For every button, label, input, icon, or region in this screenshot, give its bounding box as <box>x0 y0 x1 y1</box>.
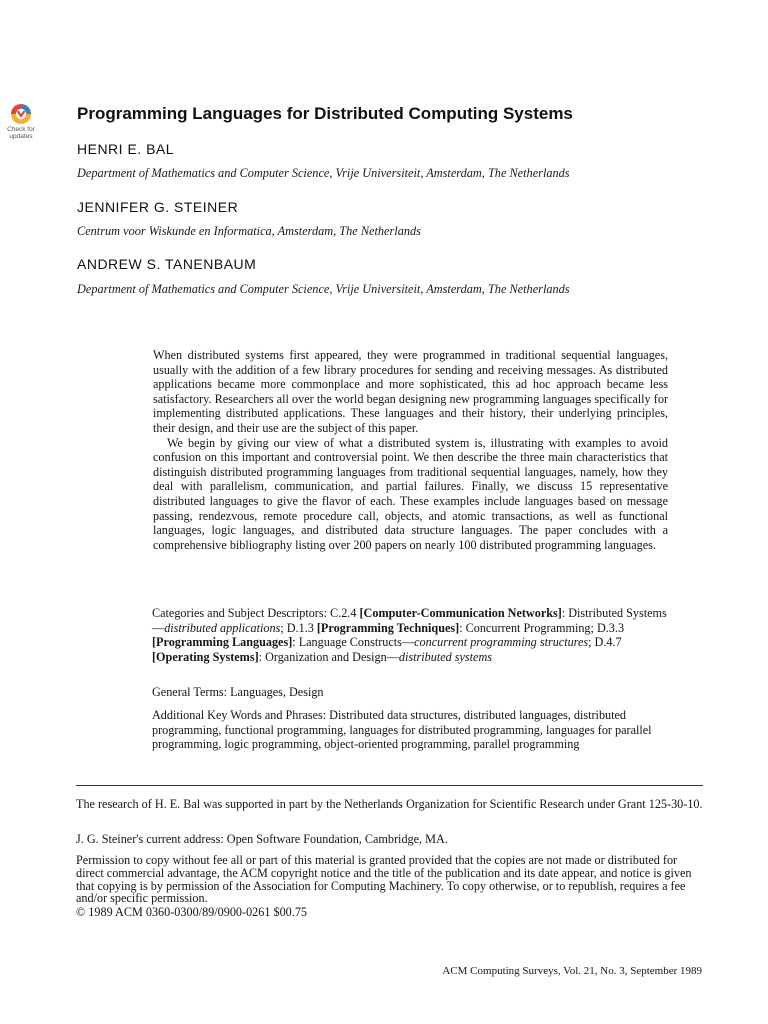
author-name: HENRI E. BAL <box>77 141 175 157</box>
crossmark-icon <box>10 103 32 125</box>
category-subject: concurrent programming structures <box>414 635 589 650</box>
abstract-paragraph: When distributed systems first appeared, they were programmed in traditional sequential languages, usually with the addition of a few library procedures for sending and receiving messages. As distributed applications became more commonplace and more sophisticated, this ad hoc approach became less satisfactory. Researchers all over the world began designing new programming languages specifically for implementing distributed applications. These languages and their history, their underlying principles, their design, and their use are the subject of this paper. <box>153 348 668 435</box>
categories-and-descriptors <box>152 606 667 664</box>
category-name: [Operating Systems] <box>152 649 259 664</box>
additional-keywords <box>152 708 667 752</box>
footnote-permission: Permission to copy without fee all or part of this material is granted provided that the copies are not made or distributed for direct commercial advantage, the ACM copyright notice and the title of the publication and its date appear, and notice is given that copying is by permission of the Association for Computing Machinery. To copy otherwise, or to republish, requires a fee and/or specific permission. <box>76 853 692 906</box>
category-text: : Organization and Design— <box>258 649 399 664</box>
journal-footer: ACM Computing Surveys, Vol. 21, No. 3, September 1989 <box>442 965 702 977</box>
footnote-copyright: © 1989 ACM 0360-0300/89/0900-0261 $00.75 <box>76 905 308 919</box>
author-name: ANDREW S. TANENBAUM <box>77 256 257 272</box>
category-code: ; D.4.7 <box>588 635 622 650</box>
footnote-funding: The research of H. E. Bal was supported in part by the Netherlands Organization for Scientific Research under Grant 125-30-10. <box>76 797 703 811</box>
author-name: JENNIFER G. STEINER <box>77 199 239 215</box>
author-affiliation: Department of Mathematics and Computer Science, Vrije Universiteit, Amsterdam, The Netherlands <box>77 166 570 180</box>
category-code: ; D.1.3 <box>280 620 317 635</box>
check-for-updates-badge[interactable] <box>2 103 40 145</box>
abstract-paragraph: We begin by giving our view of what a distributed system is, illustrating with examples to avoid confusion on this important and controversial point. We then describe the three main characteristics that distinguish distributed programming languages from traditional sequential languages, namely, how they deal with parallelism, communication, and partial failures. Finally, we discuss 15 representative distributed languages to give the flavor of each. These examples include languages based on message passing, rendezvous, remote procedure call, objects, and atomic transactions, as well as functional languages, logic languages, and distributed data structure languages. The paper concludes with a comprehensive bibliography listing over 200 papers on nearly 100 distributed programming languages. <box>153 435 668 552</box>
paper-title: Programming Languages for Distributed Computing Systems <box>77 104 573 123</box>
author-affiliation: Department of Mathematics and Computer Science, Vrije Universiteit, Amsterdam, The Netherlands <box>77 282 570 296</box>
general-terms-text: General Terms: Languages, Design <box>152 685 324 699</box>
categories-label: Categories and Subject Descriptors: C.2.4 <box>152 606 360 620</box>
keywords-text: Additional Key Words and Phrases: Distributed data structures, distributed languages, distributed programming, functional programming, languages for distributed programming, languages for parallel programming, logic programming, object-oriented programming, parallel programming <box>152 708 652 752</box>
category-text: : Concurrent Programming; D.3.3 <box>459 620 625 635</box>
author-affiliation: Centrum voor Wiskunde en Informatica, Amsterdam, The Netherlands <box>77 224 421 238</box>
footnote-address: J. G. Steiner's current address: Open Software Foundation, Cambridge, MA. <box>76 832 448 846</box>
badge-line-2: updates <box>9 133 33 140</box>
general-terms <box>152 685 667 700</box>
category-name: [Programming Languages] <box>152 635 293 650</box>
category-text: : Distributed Systems— <box>152 606 667 635</box>
badge-line-1: Check for <box>7 126 35 133</box>
category-subject: distributed applications <box>164 620 281 635</box>
category-subject: distributed systems <box>398 649 492 664</box>
abstract <box>153 348 668 552</box>
category-name: [Programming Techniques] <box>316 620 460 635</box>
category-name: [Computer-Communication Networks] <box>359 606 562 620</box>
category-text: : Language Constructs— <box>292 635 415 650</box>
footnote-divider <box>76 785 703 786</box>
